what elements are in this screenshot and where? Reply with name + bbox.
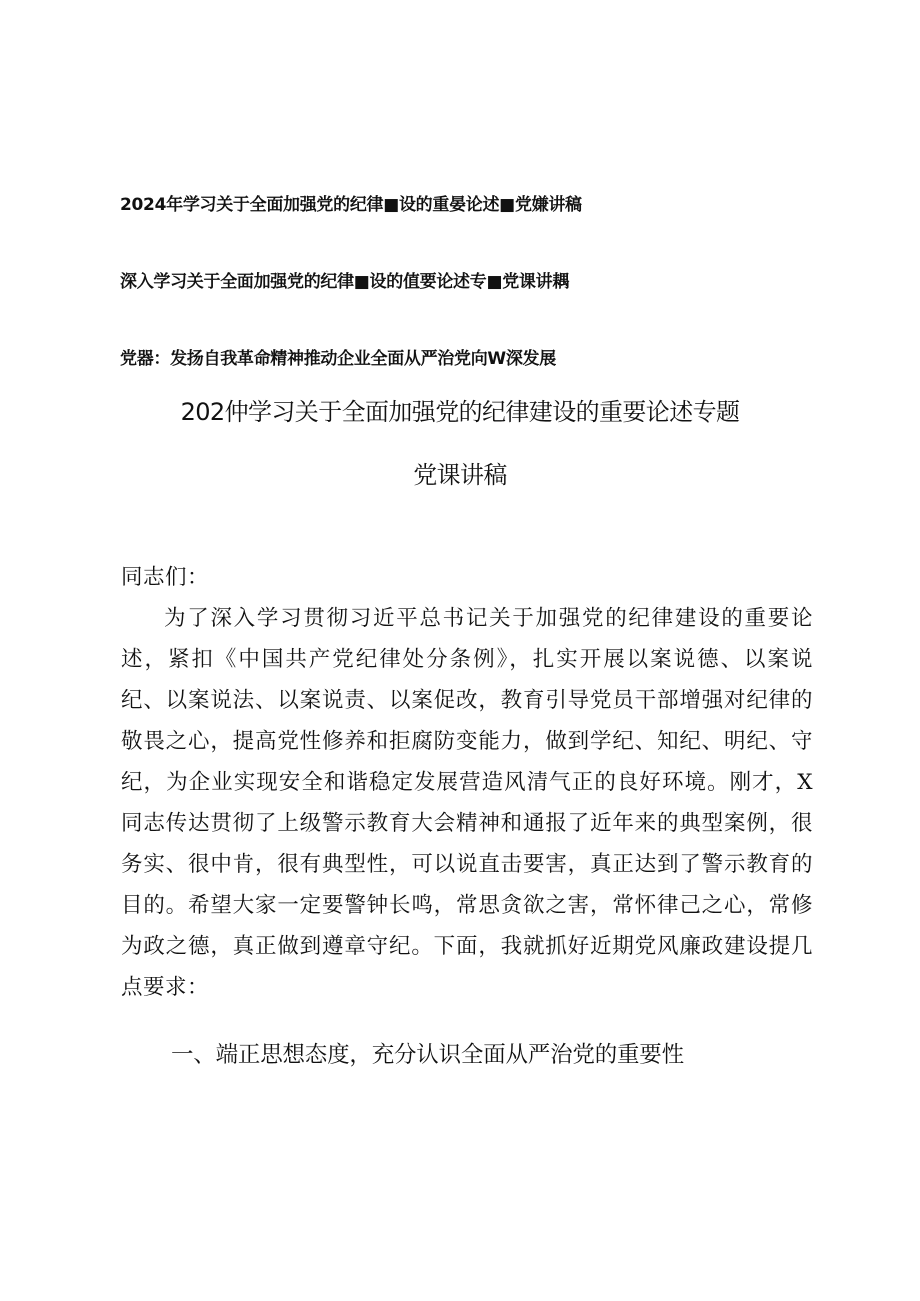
related-articles-list — [120, 190, 820, 421]
related-article-title: 党器：发扬自我革命精神推动企业全面从严治党向W深发展 — [120, 349, 556, 369]
related-article-title: 2024年学习关于全面加强党的纪律■设的重晏论述■党嫌讲稿 — [120, 195, 582, 215]
document-title: 202仲学习关于全面加强党的纪律建设的重要论述专题 — [180, 398, 740, 426]
salutation: 同志们： — [121, 565, 210, 590]
body-paragraph: 为了深入学习贯彻习近平总书记关于加强党的纪律建设的重要论述，紧扣《中国共产党纪律处分条例》，扎实开展以案说德、以案说纪、以案说法、以案说责、以案促改，教育引导党员干部增强对纪律的敬畏之心，提高党性修养和拒腐防变能力，做到学纪、知纪、明纪、守纪，为企业实现安全和谐稳定发展营造风清气正的良好环境。刚才，X同志传达贯彻了上级警示教育大会精神和通报了近年来的典型案例，很务实、很中肯，很有典型性，可以说直击要害，真正达到了警示教育的目的。希望大家一定要警钟长鸣，常思贪欲之害，常怀律己之心，常修为政之德，真正做到遵章守纪。下面，我就抓好近期党风廉政建设提几点要求： — [121, 606, 813, 1000]
section-heading: 一、端正思想态度，充分认识全面从严治党的重要性 — [171, 1042, 684, 1068]
document-body — [121, 557, 813, 1008]
document-title-line2: 党课讲稿 — [413, 461, 507, 489]
related-article-title: 深入学习关于全面加强党的纪律■设的值要论述专■党课讲耦 — [120, 272, 570, 292]
